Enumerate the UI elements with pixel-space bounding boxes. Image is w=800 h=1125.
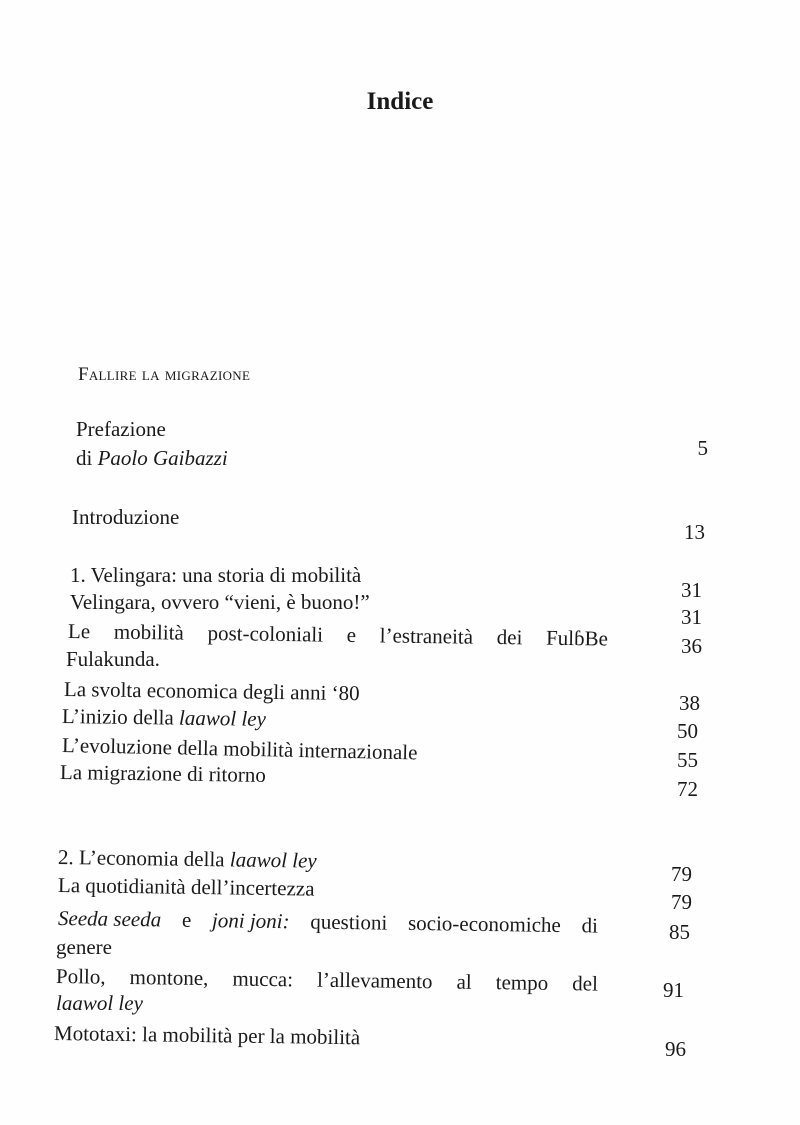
toc-page-velingara: 31: [681, 605, 702, 629]
toc-entry-quotidianita: La quotidianità dell’incertezza: [57, 873, 315, 901]
series-title: Fallire la migrazione: [78, 364, 251, 385]
toc-page-chapter-2: 79: [671, 862, 692, 886]
toc-entry-genere: genere: [56, 935, 112, 959]
toc-page-mobilita-post-coloniali: 36: [681, 634, 702, 658]
toc-page-prefazione: 5: [697, 436, 708, 460]
toc-entry-prefazione: Prefazione: [76, 417, 166, 441]
toc-page-seeda-seeda: 85: [669, 920, 690, 944]
toc-entry-introduzione: Introduzione: [72, 505, 180, 529]
toc-entry-chapter-1: 1. Velingara: una storia di mobilità: [70, 563, 362, 587]
toc-page-svolta-economica: 38: [679, 691, 700, 715]
toc-entry-inizio-laawol: L’inizio della laawol ley: [61, 704, 267, 731]
toc-entry-migrazione-ritorno: La migrazione di ritorno: [59, 760, 267, 787]
toc-page-chapter-1: 31: [681, 578, 702, 602]
toc-page-quotidianita: 79: [671, 890, 692, 914]
toc-entry-fulakunda: Fulakunda.: [66, 647, 160, 671]
toc-entry-mototaxi: Mototaxi: la mobilità per la mobilità: [53, 1021, 361, 1050]
toc-page-inizio-laawol: 50: [677, 719, 698, 743]
toc-entry-mobilita-post-coloniali: Le mobilità post-coloniali e l’estraneità dei FulɓBe: [67, 619, 609, 651]
toc-page-pollo-montone: 91: [663, 978, 684, 1002]
toc-page-introduzione: 13: [684, 520, 705, 544]
toc-page-evoluzione-mobilita: 55: [677, 748, 698, 772]
page-title: Indice: [366, 88, 434, 115]
toc-entry-laawol-ley: laawol ley: [56, 991, 143, 1015]
toc-entry-prefazione-author: di Paolo Gaibazzi: [76, 446, 228, 470]
toc-entry-seeda-seeda: Seeda seeda e joni joni: questioni socio-economiche di: [57, 906, 599, 938]
toc-entry-velingara: Velingara, ovvero “vieni, è buono!”: [70, 590, 370, 614]
toc-entry-svolta-economica: La svolta economica degli anni ‘80: [63, 677, 360, 706]
toc-page-migrazione-ritorno: 72: [677, 777, 698, 801]
toc-page-mototaxi: 96: [665, 1037, 686, 1061]
toc-entry-chapter-2: 2. L’economia della laawol ley: [57, 845, 317, 873]
toc-entry-evoluzione-mobilita: L’evoluzione della mobilità internazionale: [61, 733, 418, 765]
toc-entry-pollo-montone: Pollo, montone, mucca: l’allevamento al tempo del: [55, 964, 599, 996]
